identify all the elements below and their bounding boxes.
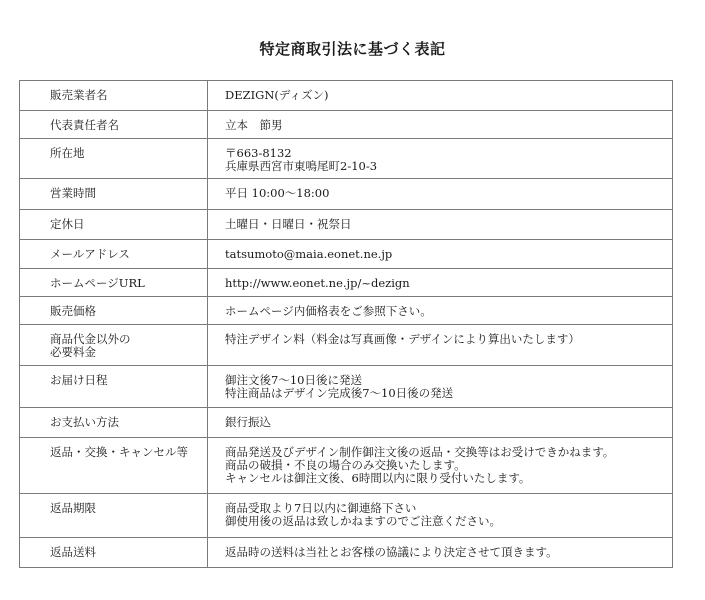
row-label [20, 297, 208, 325]
label-text: 商品代金以外の [50, 332, 131, 346]
email-link[interactable]: tatsumoto@maia.eonet.ne.jp [225, 247, 393, 261]
row-value [208, 325, 673, 366]
value-text: 商品発送及びデザイン制作御注文後の返品・交換等はお受けできかねます。 [225, 445, 615, 459]
value-text: 土曜日・日曜日・祝祭日 [225, 217, 352, 231]
value-text: 商品受取より7日以内に御連絡下さい [225, 501, 417, 515]
row-label [20, 81, 208, 111]
table-row-email [20, 240, 673, 269]
row-label [20, 408, 208, 438]
row-value [208, 81, 673, 111]
row-label [20, 139, 208, 179]
label-text: 営業時間 [50, 186, 96, 200]
label-text: 代表責任者名 [50, 118, 119, 132]
row-label [20, 240, 208, 269]
label-text: 返品期限 [50, 501, 96, 515]
value-text: 〒663-8132 [225, 146, 292, 160]
row-value [208, 366, 673, 408]
row-label [20, 438, 208, 494]
label-text: 定休日 [50, 217, 85, 231]
table-row-return-period [20, 494, 673, 538]
table-row-homepage [20, 269, 673, 297]
table-row-holidays [20, 210, 673, 240]
label-text: ホームページURL [50, 276, 145, 290]
row-label [20, 111, 208, 139]
label-text: 販売業者名 [50, 88, 108, 102]
value-text: 平日 10:00～18:00 [225, 186, 330, 200]
label-text: 販売価格 [50, 304, 96, 318]
row-value [208, 297, 673, 325]
row-label [20, 538, 208, 568]
row-label [20, 210, 208, 240]
row-value [208, 111, 673, 139]
row-value [208, 179, 673, 210]
value-text: キャンセルは御注文後、6時間以内に限り受付いたします。 [225, 471, 531, 485]
row-label [20, 325, 208, 366]
table-row-return-shipping [20, 538, 673, 568]
page-title: 特定商取引法に基づく表記 [259, 40, 446, 58]
label-text: お支払い方法 [50, 415, 119, 429]
row-label [20, 179, 208, 210]
value-text: 返品時の送料は当社とお客様の協議により決定させて頂きます。 [225, 545, 558, 559]
row-value [208, 494, 673, 538]
table-row-returns [20, 438, 673, 494]
homepage-link[interactable]: http://www.eonet.ne.jp/~dezign [225, 276, 410, 290]
table-row-seller-name [20, 81, 673, 111]
row-label [20, 366, 208, 408]
row-label [20, 269, 208, 297]
table-row-representative [20, 111, 673, 139]
label-text: 必要料金 [50, 345, 96, 359]
value-text: ホームページ内価格表をご参照下さい。 [225, 304, 432, 318]
label-text: 所在地 [50, 146, 85, 160]
value-text: DEZIGN(ディズン) [225, 88, 329, 102]
row-value [208, 538, 673, 568]
label-text: 返品・交換・キャンセル等 [50, 445, 188, 459]
table-row-extra-fees [20, 325, 673, 366]
row-value [208, 139, 673, 179]
value-text: 特注デザイン料（料金は写真画像・デザインにより算出いたします） [225, 332, 580, 346]
table-row-payment [20, 408, 673, 438]
value-text: 銀行振込 [225, 415, 271, 429]
label-text: 返品送料 [50, 545, 96, 559]
row-value [208, 210, 673, 240]
label-text: メールアドレス [50, 247, 130, 261]
row-value [208, 240, 673, 269]
value-text: 兵庫県西宮市東鳴尾町2-10-3 [225, 159, 378, 173]
table-row-address [20, 139, 673, 179]
value-text: 御使用後の返品は致しかねますのでご注意ください。 [225, 514, 501, 528]
table-row-business-hours [20, 179, 673, 210]
value-text: 立本 節男 [225, 118, 283, 132]
table-row-price [20, 297, 673, 325]
commerce-law-table [19, 80, 673, 568]
value-text: 特注商品はデザイン完成後7～10日後の発送 [225, 386, 454, 400]
row-value [208, 269, 673, 297]
value-text: 商品の破損・不良の場合のみ交換いたします。 [225, 458, 466, 472]
table-row-delivery [20, 366, 673, 408]
row-label [20, 494, 208, 538]
row-value [208, 408, 673, 438]
label-text: お届け日程 [50, 373, 108, 387]
row-value [208, 438, 673, 494]
value-text: 御注文後7～10日後に発送 [225, 373, 362, 387]
